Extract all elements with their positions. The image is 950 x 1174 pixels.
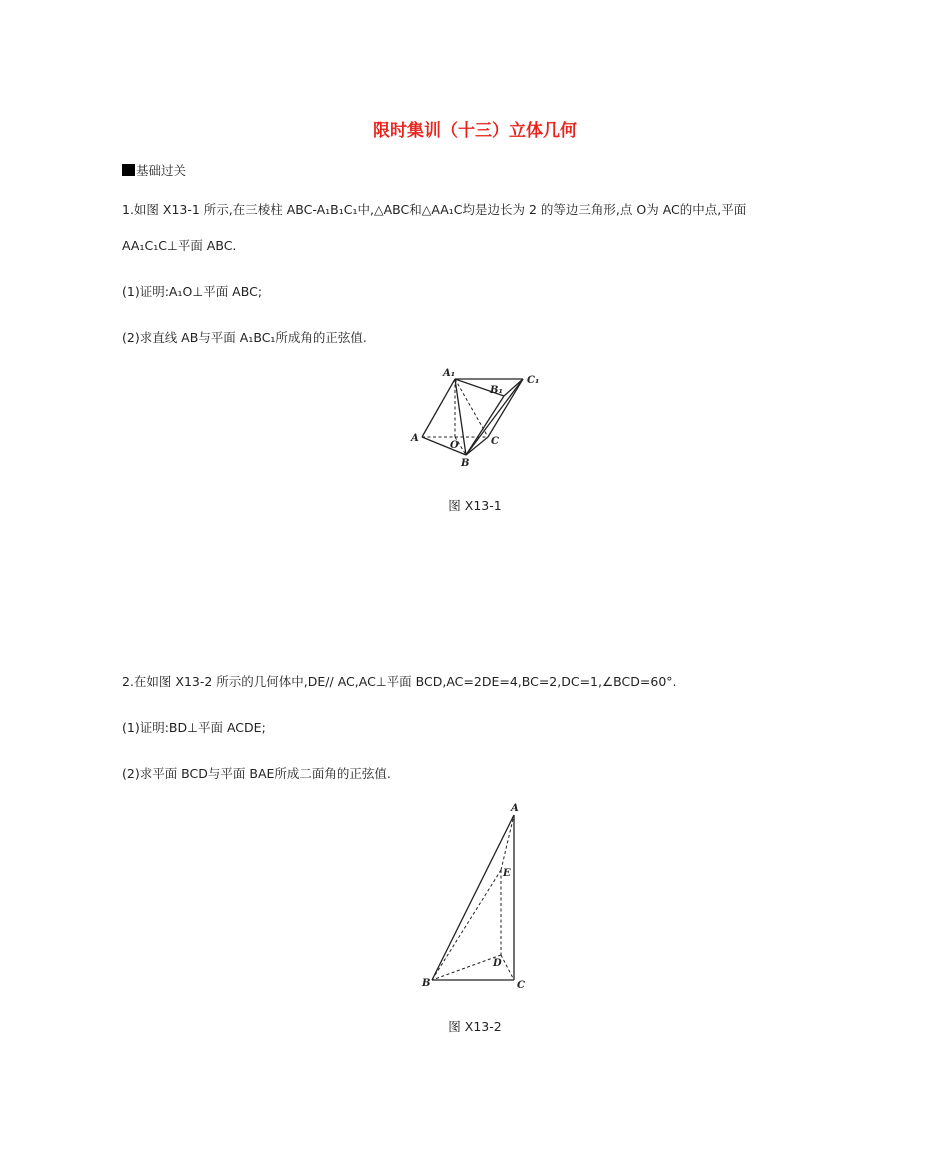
figure1-caption: 图 X13-1 bbox=[448, 498, 502, 513]
edge-a1a bbox=[422, 379, 455, 437]
problem2-part1: (1)证明:BD⊥平面 ACDE; bbox=[122, 720, 266, 735]
page-title: 限时集训（十三）立体几何 bbox=[373, 121, 577, 141]
problem1-part1: (1)证明:A₁O⊥平面 ABC; bbox=[122, 284, 263, 299]
problem1-statement-line2: AA₁C₁C⊥平面 ABC. bbox=[122, 238, 237, 253]
edge-c1b1 bbox=[504, 379, 523, 396]
edge-ab bbox=[422, 437, 466, 455]
problem2-part2: (2)求平面 BCD与平面 BAE所成二面角的正弦值. bbox=[122, 766, 391, 781]
edge-db-hidden bbox=[432, 955, 501, 980]
label-d: D bbox=[493, 958, 502, 969]
edge-b1b bbox=[466, 396, 504, 455]
edge-ob-hidden bbox=[455, 437, 466, 455]
label-a: A bbox=[511, 803, 519, 814]
edge-c1c bbox=[488, 379, 523, 437]
edge-c1b bbox=[466, 379, 523, 455]
edge-a1b1 bbox=[455, 379, 504, 396]
problem1-statement-line1: 1.如图 X13-1 所示,在三棱柱 ABC-A₁B₁C₁中,△ABC和△AA₁C均是边长为 2 的等边三角形,点 O为 AC的中点,平面 bbox=[122, 202, 747, 217]
edge-bc bbox=[466, 437, 488, 455]
section-label: 基础过关 bbox=[136, 163, 187, 178]
label-b1: B₁ bbox=[490, 385, 503, 396]
figure-x13-2 bbox=[432, 815, 514, 980]
label-c1: C₁ bbox=[527, 375, 540, 386]
problem2-statement-line1: 2.在如图 X13-2 所示的几何体中,DE// AC,AC⊥平面 BCD,AC=2DE=4,BC=2,DC=1,∠BCD=60°. bbox=[122, 674, 677, 689]
label-a1: A₁ bbox=[443, 368, 456, 379]
section-marker-icon bbox=[122, 164, 135, 176]
section-heading bbox=[122, 161, 186, 179]
edge-a1c-hidden bbox=[455, 379, 488, 437]
label-a: A bbox=[411, 433, 419, 444]
edge-ab bbox=[432, 815, 514, 980]
label-b: B bbox=[422, 978, 431, 989]
label-o: O bbox=[450, 440, 459, 451]
label-b: B bbox=[461, 458, 470, 469]
figure2-caption: 图 X13-2 bbox=[448, 1019, 502, 1034]
edge-dc-hidden bbox=[501, 955, 514, 980]
label-c: C bbox=[517, 980, 525, 991]
edge-eb-hidden bbox=[432, 870, 501, 980]
label-c: C bbox=[491, 436, 499, 447]
edge-ea-hidden bbox=[501, 815, 514, 870]
problem1-part2: (2)求直线 AB与平面 A₁BC₁所成角的正弦值. bbox=[122, 330, 367, 345]
edge-a1b bbox=[455, 379, 466, 455]
label-e: E bbox=[503, 868, 511, 879]
